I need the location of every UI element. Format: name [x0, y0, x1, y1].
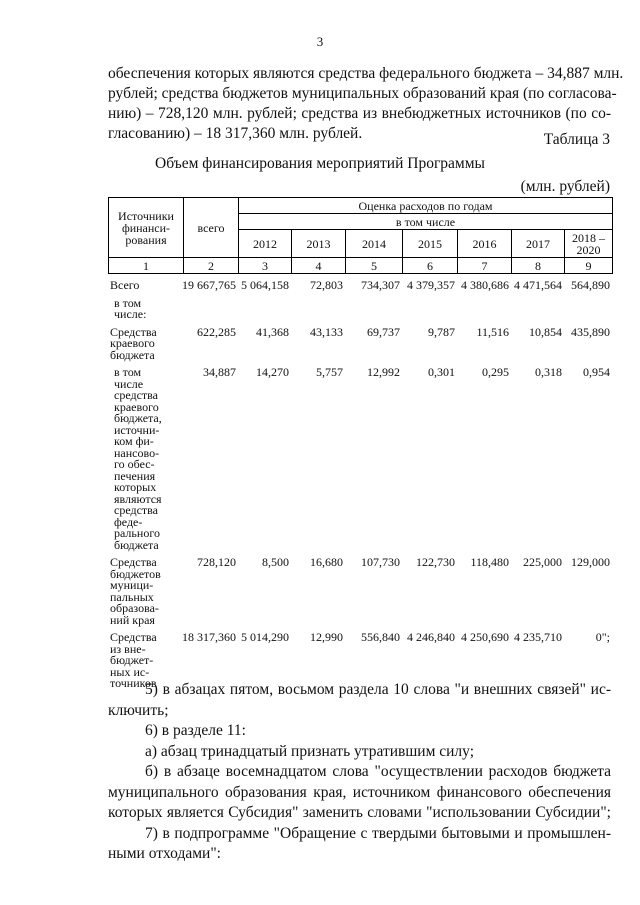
table-title: Объем финансирования мероприятий Программы [155, 155, 485, 172]
cell-value [291, 298, 345, 327]
header-year: 2017 [512, 230, 565, 258]
cell-value: 4 471,564 [514, 278, 562, 292]
table-label: Таблица 3 [543, 131, 610, 148]
cell-value [168, 298, 238, 327]
cell-value: 10,854 [529, 324, 562, 339]
cell-value: 129,000 [571, 555, 610, 569]
cell-value: 122,730 [416, 555, 455, 569]
text-line: нию) – 728,120 млн. рублей; средства из внебюджетных источников (по со- [108, 105, 611, 122]
text-line: а) абзац тринадцатый признать утратившим силу; [145, 742, 475, 760]
cell-value: 622,285 [197, 324, 236, 339]
cell-value: 12,990 [310, 630, 343, 644]
text-line: б) в абзаце восемнадцатом слова "осуществлении расходов бюджета [145, 763, 611, 780]
table-row [108, 280, 612, 298]
row-label: в том числе: [114, 295, 147, 321]
cell-value: 118,480 [470, 555, 509, 569]
cell-value [238, 298, 291, 327]
column-number: 8 [512, 258, 565, 274]
text-line: которых является Субсидия" заменить словами "использовании Субсидии"; [108, 804, 611, 821]
row-label: Средства бюджетов муници-пальных образова-ний края [110, 555, 161, 627]
text-line: обеспечения которых являются средства федерального бюджета – 34,887 млн. [108, 65, 624, 82]
cell-value: 8,500 [262, 555, 289, 569]
text-line: муниципального образования края, источником финансового обеспечения [108, 783, 611, 801]
cell-value: 11,516 [476, 324, 509, 339]
column-number: 2 [184, 258, 239, 274]
header-estimate: Оценка расходов по годам [239, 198, 613, 214]
header-year: 2016 [458, 230, 512, 258]
cell-value: 43,133 [310, 324, 343, 339]
header-year: 2015 [403, 230, 458, 258]
header-year: 2018 – 2020 [565, 230, 613, 258]
column-number: 3 [239, 258, 292, 274]
cell-value: 4 379,357 [407, 278, 455, 292]
text-line: рублей; средства бюджетов муниципальных образований края (по согласова- [108, 85, 617, 102]
text-line: ключить; [108, 701, 169, 719]
cell-value [457, 298, 511, 327]
column-number: 1 [109, 258, 184, 274]
cell-value: 0,954 [583, 365, 610, 379]
cell-value: 9,787 [428, 324, 455, 339]
cell-value: 16,680 [310, 555, 343, 569]
text-line: 7) в подпрограмме "Обращение с твердыми бытовыми и промышлен- [145, 824, 611, 842]
cell-value: 5 064,158 [241, 278, 289, 292]
column-number: 6 [403, 258, 458, 274]
cell-value: 5 014,290 [241, 630, 289, 644]
cell-value: 12,992 [367, 365, 400, 379]
cell-value: 69,737 [367, 324, 400, 339]
table-row [108, 327, 612, 368]
cell-value: 435,890 [571, 324, 610, 339]
table-row [108, 557, 612, 632]
column-number: 7 [458, 258, 512, 274]
header-year: 2014 [346, 230, 403, 258]
cell-value: 4 235,710 [514, 630, 562, 644]
header-including: в том числе [239, 214, 613, 230]
cell-value: 4 246,840 [407, 630, 455, 644]
cell-value: 225,000 [523, 555, 562, 569]
cell-value: 556,840 [361, 630, 400, 644]
cell-value: 14,270 [256, 365, 289, 379]
column-number: 5 [346, 258, 403, 274]
cell-value: 564,890 [571, 278, 610, 292]
table-header [108, 197, 613, 274]
page-number: 3 [316, 34, 324, 49]
text-line: 6) в разделе 11: [145, 722, 246, 739]
header-sources: Источники финанси-рования [109, 198, 184, 258]
cell-value: 734,307 [361, 278, 400, 292]
text-line: гласованию) – 18 317,360 млн. рублей. [108, 125, 363, 142]
row-label: Средства краевого бюджета [110, 324, 157, 362]
text-line: 5) в абзацах пятом, восьмом раздела 10 слова "и внешних связей" ис- [145, 681, 611, 698]
cell-value [402, 298, 457, 327]
cell-value: 4 380,686 [461, 278, 509, 292]
cell-value: 0"; [595, 630, 610, 644]
column-number: 4 [292, 258, 346, 274]
cell-value: 5,757 [316, 365, 343, 379]
units-label: (млн. рублей) [520, 178, 610, 195]
row-label: Средства из вне-бюджет-ных ис-точников [110, 630, 157, 690]
header-year: 2013 [292, 230, 346, 258]
table-row [108, 298, 612, 327]
column-number: 9 [565, 258, 613, 274]
cell-value: 0,295 [482, 365, 509, 379]
row-label: Всего [110, 278, 140, 292]
cell-value [564, 298, 612, 327]
text-line: ными отходами": [108, 845, 221, 862]
cell-value: 72,803 [310, 278, 343, 292]
header-total: всего [184, 198, 239, 258]
row-label: в том числе средства краевого бюджета, источни-ком фи-нансово-го обес-печения которых являются средства феде-рального бюджета [114, 365, 162, 552]
cell-value: 4 250,690 [461, 630, 509, 644]
cell-value [345, 298, 402, 327]
header-year: 2012 [239, 230, 292, 258]
cell-value: 107,730 [361, 555, 400, 569]
cell-value: 18 317,360 [182, 630, 236, 644]
cell-value: 19 667,765 [182, 278, 236, 292]
cell-value: 0,301 [428, 365, 455, 379]
cell-value: 0,318 [535, 365, 562, 379]
cell-value [511, 298, 564, 327]
table-body [108, 280, 612, 690]
intro-paragraph [108, 64, 624, 144]
cell-value: 728,120 [197, 555, 236, 569]
cell-value: 41,368 [256, 324, 289, 339]
cell-value: 34,887 [203, 365, 236, 379]
table-row [108, 367, 612, 557]
after-table-text [108, 680, 611, 865]
